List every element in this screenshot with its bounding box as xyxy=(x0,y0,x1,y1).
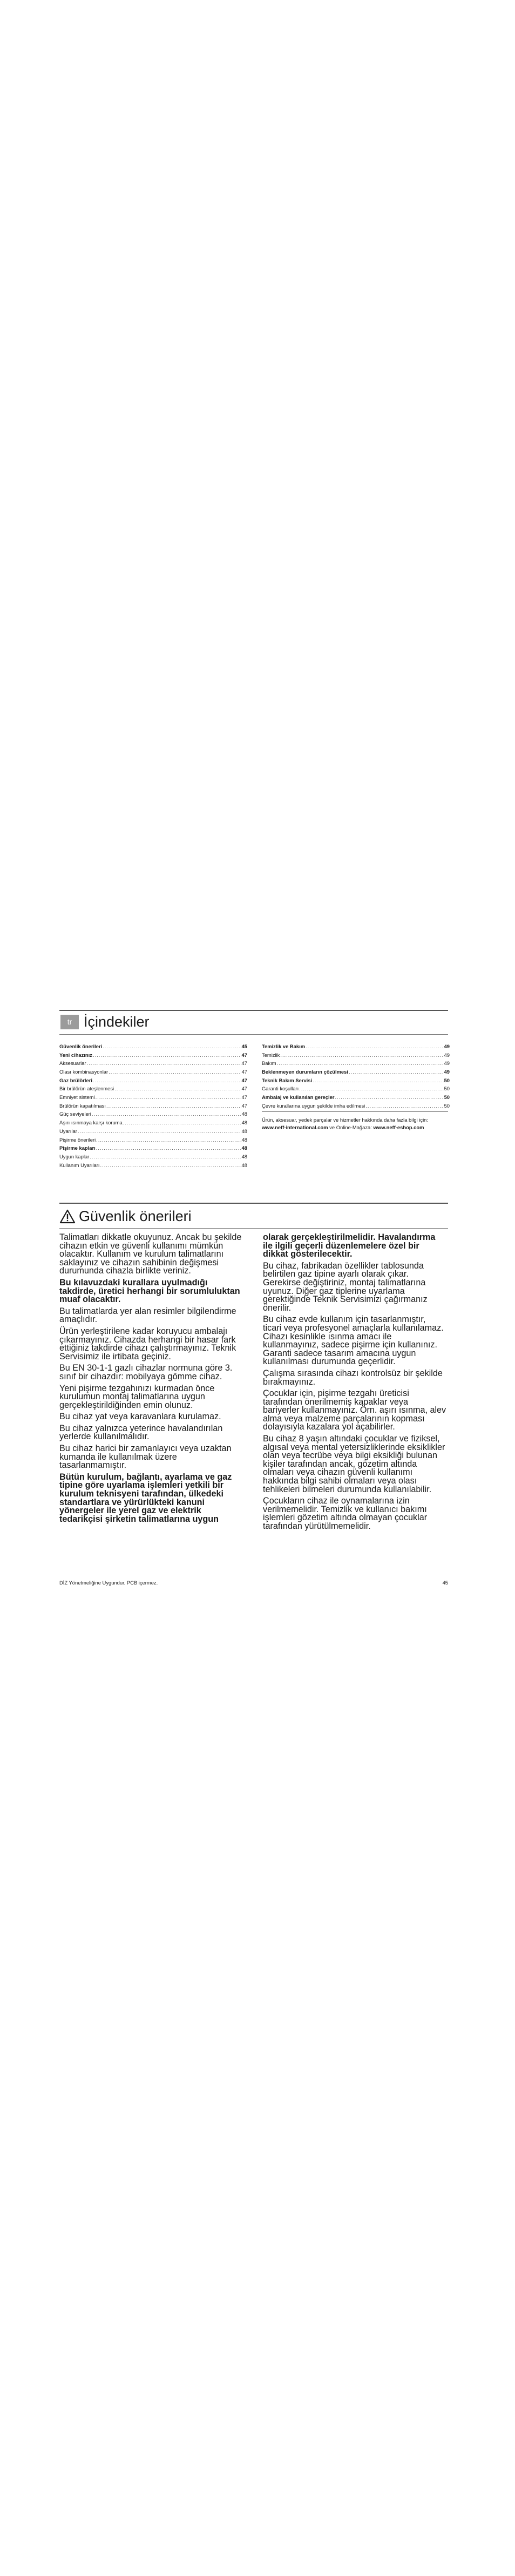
toc-entry-label: Ambalaj ve kullanılan gereçler xyxy=(262,1094,335,1101)
info-text-2: ve Online-Mağaza: xyxy=(328,1124,374,1130)
toc-entry[interactable] xyxy=(262,1042,450,1051)
toc-entry-page: 47 xyxy=(241,1069,247,1075)
safety-paragraph: Bu cihaz evde kullanım için tasarlanmıştır, ticari veya profesyonel amaçlarla kullanılamaz. Cihazı kesinlikle ısınma amacı ile kullanmayınız, sadece pişirme için kullanınız. Garanti sadece tasarım amacına uygun kullanılması durumunda geçerlidir. xyxy=(263,1314,444,1367)
toc-leader-dots xyxy=(306,1042,443,1051)
toc-leader-dots xyxy=(96,1093,241,1102)
toc-title-rule xyxy=(59,1034,448,1035)
toc-leader-dots xyxy=(313,1076,443,1085)
toc-entry-page: 48 xyxy=(241,1145,247,1151)
toc-entry-page: 50 xyxy=(444,1085,450,1092)
toc-entry-page: 47 xyxy=(241,1051,247,1058)
toc-entry-label: Olası kombinasyonlar xyxy=(59,1069,109,1075)
warning-triangle-icon xyxy=(59,1209,76,1224)
toc-entry-label: Garanti koşulları xyxy=(262,1085,299,1092)
toc-entry[interactable] xyxy=(59,1127,247,1136)
safety-title: Güvenlik önerileri xyxy=(79,1208,192,1224)
toc-leader-dots xyxy=(123,1118,241,1127)
toc-entry-page: 47 xyxy=(241,1102,247,1109)
toc-leader-dots xyxy=(90,1152,241,1161)
safety-paragraph: Yeni pişirme tezgahınızı kurmadan önce kurulumun montaj talimatlarına uygun gerçekleştirildiğinden emin olunuz. xyxy=(59,1383,215,1410)
toc-entry-page: 48 xyxy=(241,1153,247,1159)
toc-leader-dots xyxy=(93,1076,241,1085)
safety-paragraph: olarak gerçekleştirilmelidir. Havalandırma ile ilgili geçerli düzenlemelere özel bir dikkat gösterilecektir. xyxy=(263,1232,436,1259)
info-note xyxy=(262,1116,448,1131)
safety-paragraph: Bu cihaz yalnızca yeterince havalandırılan yerlerde kullanılmalıdır. xyxy=(59,1423,223,1442)
toc-entry-label: Uygun kaplar xyxy=(59,1153,90,1159)
toc-leader-dots xyxy=(114,1084,241,1093)
toc-entry[interactable] xyxy=(59,1042,247,1051)
toc-entry-page: 49 xyxy=(444,1051,450,1058)
toc-entry[interactable] xyxy=(59,1059,247,1068)
safety-heading xyxy=(59,1208,192,1225)
toc-entry-page: 48 xyxy=(241,1162,247,1168)
safety-paragraph: Bu cihaz 8 yaşın altındaki çocuklar ve fiziksel, algısal veya mental yetersizliklerinde eksiklikler olan veya tecrübe veya bilgi eksikliği bulunan kişiler tarafından ancak, gözetim altında olmaları veya cihazın güvenli kullanımı hakkında bilgi sahibi olmaları veya olası tehlikeleri bilmeleri durumunda kullanılabilir. xyxy=(263,1434,445,1494)
safety-top-rule xyxy=(59,1203,448,1204)
toc-entry-label: Güç seviyeleri xyxy=(59,1111,91,1117)
toc-leader-dots xyxy=(96,1144,241,1152)
toc-leader-dots xyxy=(93,1051,241,1060)
safety-paragraph: Ürün yerleştirilene kadar koruyucu ambalajı çıkarmayınız. Cihazda herhangi bir hasar fark ettiğiniz takdirde cihazı çalıştırmayınız. Teknik Servisimiz ile irtibata geçiniz. xyxy=(59,1326,236,1361)
toc-entry-label: Emniyet sistemi xyxy=(59,1094,95,1101)
safety-paragraph: Bu cihaz harici bir zamanlayıcı veya uzaktan kumanda ile kullanılmak üzere tasarlanmamıştır. xyxy=(59,1444,232,1471)
toc-entry-page: 45 xyxy=(241,1043,247,1049)
toc-entry-page: 50 xyxy=(444,1102,450,1109)
toc-entry-label: Yeni cihazınız xyxy=(59,1051,92,1058)
toc-entry-label: Çevre kurallarına uygun şekilde imha edilmesi xyxy=(262,1102,365,1109)
info-link-international[interactable]: www.neff-international.com xyxy=(262,1124,328,1130)
toc-entry[interactable] xyxy=(59,1102,247,1110)
toc-right-column xyxy=(262,1042,450,1110)
toc-leader-dots xyxy=(103,1042,241,1051)
toc-entry[interactable] xyxy=(262,1076,450,1085)
toc-entry-page: 48 xyxy=(241,1120,247,1126)
toc-entry-page: 48 xyxy=(241,1111,247,1117)
toc-entry[interactable] xyxy=(262,1084,450,1093)
safety-paragraph: Bu talimatlarda yer alan resimler bilgilendirme amaçlıdır. xyxy=(59,1306,236,1325)
toc-entry[interactable] xyxy=(59,1118,247,1127)
toc-entry[interactable] xyxy=(59,1076,247,1085)
toc-entry-label: Aksesuarlar xyxy=(59,1060,86,1067)
toc-entry[interactable] xyxy=(59,1152,247,1161)
toc-entry-page: 49 xyxy=(444,1069,450,1075)
toc-entry-page: 50 xyxy=(444,1094,450,1101)
safety-paragraph: Bu cihaz, fabrikadan özellikler tablosunda belirtilen gaz tipine ayarlı olarak çıkar. Gerekirse değiştiriniz, montaj talimatlarına uyunuz. Diğer gaz tiplerine uyarlama gerektiğinde Teknik Servisimizi çağırmanız önerilir. xyxy=(263,1260,428,1313)
toc-entry-page: 47 xyxy=(241,1077,247,1083)
toc-leader-dots xyxy=(100,1161,241,1170)
safety-paragraph: Çocuklar için, pişirme tezgahı üreticisi tarafından önerilmemiş kapaklar veya bariyerler kullanmayınız. Örn. aşırı ısınma, alev alma veya malzeme parçalarının kopması dolayısıyla kazalara yol açabilirler. xyxy=(263,1388,446,1432)
safety-left-column xyxy=(59,1233,243,1527)
safety-paragraph: Bu kılavuzdaki kurallara uyulmadığı takdirde, üretici herhangi bir sorumluluktan muaf olacaktır. xyxy=(59,1277,240,1305)
toc-entry-label: Pişirme kapları xyxy=(59,1145,96,1151)
language-badge: tr xyxy=(60,1015,79,1029)
toc-entry-page: 49 xyxy=(444,1060,450,1067)
toc-leader-dots xyxy=(92,1110,241,1118)
toc-entry-label: Aşırı ısınmaya karşı koruma xyxy=(59,1120,123,1126)
toc-leader-dots xyxy=(349,1068,444,1076)
toc-entry-label: Brülörün kapatılması xyxy=(59,1102,106,1109)
safety-paragraph: Çocukların cihaz ile oynamalarına izin verilmemelidir. Temizlik ve kullanıcı bakımı işlemleri gözetim altında olmayan çocuklar tarafından yürütülmemelidir. xyxy=(263,1496,428,1531)
page-number: 45 xyxy=(442,1580,448,1586)
toc-left-column xyxy=(59,1042,247,1169)
toc-entry[interactable] xyxy=(262,1102,450,1110)
info-text-1: Ürün, aksesuar, yedek parçalar ve hizmetler hakkında daha fazla bilgi için: xyxy=(262,1117,428,1123)
toc-entry-page: 48 xyxy=(241,1128,247,1134)
toc-leader-dots xyxy=(106,1102,241,1110)
toc-entry-label: Temizlik ve Bakım xyxy=(262,1043,306,1049)
toc-title: İçindekiler xyxy=(84,1014,150,1030)
toc-entry[interactable] xyxy=(59,1161,247,1170)
toc-leader-dots xyxy=(87,1059,241,1068)
toc-entry[interactable] xyxy=(59,1051,247,1060)
toc-entry-label: Bir brülörün ateşlenmesi xyxy=(59,1085,114,1092)
toc-entry-label: Pişirme önerileri xyxy=(59,1136,96,1143)
safety-paragraph: Bütün kurulum, bağlantı, ayarlama ve gaz tipine göre uyarlama işlemleri yetkili bir kurulum teknisyeni tarafından, ülkedeki standartlara ve yürürlükteki kanuni yönergeler ile yerel gaz ve elektrik tedarikçisi şirketin talimatlarına uygun xyxy=(59,1472,232,1524)
safety-paragraph: Bu cihaz yat veya karavanlara kurulamaz. xyxy=(59,1412,221,1422)
toc-entry[interactable] xyxy=(59,1068,247,1076)
toc-entry[interactable] xyxy=(262,1059,450,1068)
safety-title-rule xyxy=(59,1228,448,1229)
toc-entry[interactable] xyxy=(59,1144,247,1152)
toc-entry[interactable] xyxy=(262,1093,450,1102)
safety-paragraph: Çalışma sırasında cihazı kontrolsüz bir şekilde bırakmayınız. xyxy=(263,1368,443,1387)
toc-leader-dots xyxy=(299,1084,443,1093)
toc-entry-label: Bakım xyxy=(262,1060,276,1067)
safety-paragraph: Talimatları dikkatle okuyunuz. Ancak bu şekilde cihazın etkin ve güvenli kullanımı mümkün olacaktır. Kullanım ve kurulum talimatlarını saklayınız ve cihazın sahibinin değişmesi durumunda cihazla birlikte veriniz. xyxy=(59,1232,242,1276)
toc-entry[interactable] xyxy=(262,1068,450,1076)
toc-entry-page: 47 xyxy=(241,1085,247,1092)
toc-leader-dots xyxy=(78,1127,241,1136)
toc-leader-dots xyxy=(277,1059,444,1068)
toc-entry-label: Temizlik xyxy=(262,1051,280,1058)
toc-entry[interactable] xyxy=(59,1110,247,1119)
toc-leader-dots xyxy=(365,1102,443,1110)
toc-leader-dots xyxy=(109,1068,241,1076)
toc-entry[interactable] xyxy=(59,1093,247,1102)
toc-top-rule xyxy=(59,1010,448,1011)
toc-entry-page: 48 xyxy=(241,1136,247,1143)
toc-entry-label: Teknik Bakım Servisi xyxy=(262,1077,313,1083)
toc-entry-label: Uyarılar xyxy=(59,1128,77,1134)
toc-entry-page: 49 xyxy=(444,1043,450,1049)
toc-entry-label: Beklenmeyen durumların çözülmesi xyxy=(262,1069,348,1075)
safety-right-column xyxy=(263,1233,446,1534)
toc-entry[interactable] xyxy=(59,1084,247,1093)
toc-leader-dots xyxy=(96,1136,241,1144)
toc-entry[interactable] xyxy=(59,1136,247,1144)
toc-leader-dots xyxy=(335,1093,443,1102)
toc-entry-label: Gaz brülörleri xyxy=(59,1077,92,1083)
toc-entry[interactable] xyxy=(262,1051,450,1060)
info-rule xyxy=(262,1111,448,1112)
toc-entry-page: 50 xyxy=(444,1077,450,1083)
toc-entry-label: Güvenlik önerileri xyxy=(59,1043,103,1049)
toc-entry-page: 47 xyxy=(241,1094,247,1101)
toc-leader-dots xyxy=(280,1051,443,1060)
toc-entry-page: 47 xyxy=(241,1060,247,1067)
info-link-eshop[interactable]: www.neff-eshop.com xyxy=(373,1124,424,1130)
footer-note: DİZ Yönetmeliğine Uygundur. PCB içermez. xyxy=(59,1580,158,1586)
toc-entry-label: Kullanım Uyarıları xyxy=(59,1162,100,1168)
safety-paragraph: Bu EN 30-1-1 gazlı cihazlar normuna göre 3. sınıf bir cihazdır: mobilyaya gömme cihaz. xyxy=(59,1363,233,1381)
